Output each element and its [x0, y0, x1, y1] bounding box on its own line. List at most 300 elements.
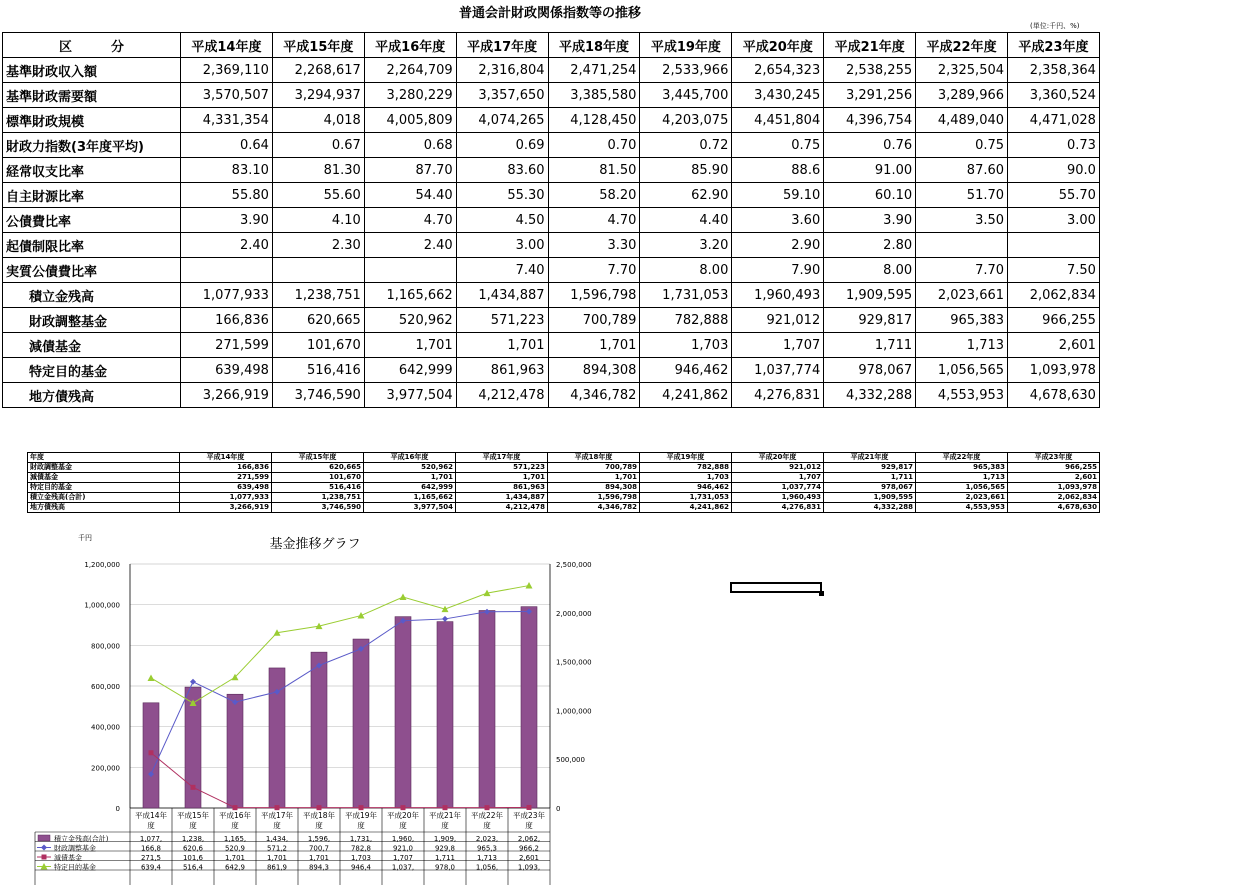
data-point: [317, 805, 322, 810]
table-cell: 3,266,919: [181, 383, 273, 408]
legend-table-value: 2,062,: [517, 835, 541, 843]
table-cell: 3.00: [456, 233, 548, 258]
table-cell: 4,074,265: [456, 108, 548, 133]
table-cell: [364, 258, 456, 283]
table-cell: 58.20: [548, 183, 640, 208]
table-cell: 3,357,650: [456, 83, 548, 108]
y-tick-label: 0: [115, 805, 120, 813]
mini-cell: 4,346,782: [548, 503, 640, 513]
mini-year-header: 平成22年度: [916, 453, 1008, 463]
mini-cell: 1,960,493: [732, 493, 824, 503]
table-cell: 3,294,937: [272, 83, 364, 108]
y-tick-label: 1,000,000: [84, 601, 120, 610]
table-cell: 81.30: [272, 158, 364, 183]
table-row: [3, 258, 1100, 283]
mini-row-label: 地方債残高: [28, 503, 180, 513]
mini-year-header: 平成16年度: [364, 453, 456, 463]
table-cell: 88.6: [732, 158, 824, 183]
table-cell: 4.50: [456, 208, 548, 233]
year-header: 平成16年度: [364, 33, 456, 58]
row-label: 地方債残高: [3, 383, 181, 408]
year-header: 平成22年度: [916, 33, 1008, 58]
x-tick-label: 平成20年度: [386, 811, 420, 830]
legend-table-value: 516,4: [182, 863, 204, 872]
mini-year-header: 平成23年度: [1008, 453, 1100, 463]
legend-table-value: 1,077,: [139, 835, 163, 843]
table-cell: 894,308: [548, 358, 640, 383]
table-cell: [1008, 233, 1100, 258]
table-cell: 2.30: [272, 233, 364, 258]
table-cell: 1,711: [824, 333, 916, 358]
bar: [311, 652, 327, 808]
legend-table-value: 520,9: [224, 844, 246, 853]
legend-table-value: 1,238,: [181, 835, 205, 843]
table-row: [3, 108, 1100, 133]
table-cell: 3.90: [824, 208, 916, 233]
table-cell: 782,888: [640, 308, 732, 333]
bar: [479, 610, 495, 808]
table-cell: 55.60: [272, 183, 364, 208]
table-cell: 1,434,887: [456, 283, 548, 308]
mini-cell: 571,223: [456, 463, 548, 473]
legend-table-value: 642,9: [224, 863, 246, 872]
legend-table-value: 1,703: [350, 854, 372, 862]
table-cell: 2,316,804: [456, 58, 548, 83]
table-cell: 4,212,478: [456, 383, 548, 408]
legend-table-value: 1,037,: [391, 863, 415, 872]
table-cell: 83.10: [181, 158, 273, 183]
mini-cell: 1,713: [916, 473, 1008, 483]
year-header: 平成15年度: [272, 33, 364, 58]
legend-table-value: 571,2: [266, 844, 288, 853]
bar: [143, 703, 159, 808]
y-tick-label: 1,200,000: [84, 561, 120, 569]
table-cell: 0.76: [824, 133, 916, 158]
data-point: [358, 612, 365, 619]
table-cell: 921,012: [732, 308, 824, 333]
row-label: 起債制限比率: [3, 233, 181, 258]
data-point: [149, 750, 154, 755]
series-line: [151, 612, 529, 775]
legend-table-value: 1,701: [308, 854, 330, 862]
table-cell: 4,451,804: [732, 108, 824, 133]
legend-table-value: 1,707: [392, 854, 414, 862]
table-cell: 4,489,040: [916, 108, 1008, 133]
table-cell: 4.40: [640, 208, 732, 233]
data-point: [442, 616, 448, 622]
mini-cell: 101,670: [272, 473, 364, 483]
legend-table-value: 2,023,: [475, 835, 499, 843]
table-row: [3, 333, 1100, 358]
data-point: [485, 805, 490, 810]
table-cell: 81.50: [548, 158, 640, 183]
mini-year-header: 平成20年度: [732, 453, 824, 463]
legend-table-value: 2,601: [518, 854, 540, 862]
legend-table-value: 1,713: [476, 854, 498, 862]
legend-table-value: 639,4: [140, 863, 162, 872]
legend-table-value: 101,6: [182, 854, 204, 862]
table-cell: [181, 258, 273, 283]
y-tick-label: 400,000: [91, 723, 120, 732]
table-row: [3, 308, 1100, 333]
mini-cell: 1,731,053: [640, 493, 732, 503]
legend-table-value: 1,960,: [391, 835, 415, 843]
table-row: [3, 83, 1100, 108]
table-cell: 59.10: [732, 183, 824, 208]
table-cell: 3,289,966: [916, 83, 1008, 108]
table-cell: 0.67: [272, 133, 364, 158]
table-cell: 3,360,524: [1008, 83, 1100, 108]
y-axis-label: 千円: [78, 534, 92, 542]
table-cell: 0.68: [364, 133, 456, 158]
table-cell: 3,445,700: [640, 83, 732, 108]
year-header: 平成19年度: [640, 33, 732, 58]
mini-cell: 639,498: [180, 483, 272, 493]
legend-table-value: 1,909,: [433, 835, 457, 843]
table-cell: [272, 258, 364, 283]
bar: [437, 622, 453, 808]
table-cell: 1,960,493: [732, 283, 824, 308]
mini-cell: 1,701: [364, 473, 456, 483]
mini-cell: 1,037,774: [732, 483, 824, 493]
mini-cell: 782,888: [640, 463, 732, 473]
legend-marker: [41, 845, 47, 851]
table-cell: 87.70: [364, 158, 456, 183]
mini-cell: 2,062,834: [1008, 493, 1100, 503]
table-cell: 54.40: [364, 183, 456, 208]
table-cell: 1,093,978: [1008, 358, 1100, 383]
mini-cell: 978,067: [824, 483, 916, 493]
legend-table-value: 861,9: [266, 863, 288, 872]
table-cell: 2.40: [364, 233, 456, 258]
table-cell: 2,325,504: [916, 58, 1008, 83]
table-cell: 642,999: [364, 358, 456, 383]
table-cell: 2.80: [824, 233, 916, 258]
mini-cell: 921,012: [732, 463, 824, 473]
table-cell: 3,977,504: [364, 383, 456, 408]
x-tick-label: 平成19年度: [344, 811, 378, 830]
table-cell: 966,255: [1008, 308, 1100, 333]
fund-trend-chart: [0, 528, 620, 886]
table-cell: 4,678,630: [1008, 383, 1100, 408]
y-tick-label: 200,000: [91, 764, 120, 773]
table-cell: 3,280,229: [364, 83, 456, 108]
legend-table-value: 1,434,: [265, 835, 289, 843]
data-point: [401, 805, 406, 810]
y-tick-label: 600,000: [91, 683, 120, 691]
data-point: [400, 593, 407, 600]
table-row: [3, 383, 1100, 408]
mini-row: [28, 463, 1100, 473]
mini-cell: 520,962: [364, 463, 456, 473]
mini-row-label: 財政調整基金: [28, 463, 180, 473]
legend-table-value: 1,711: [434, 854, 456, 862]
table-cell: 2,268,617: [272, 58, 364, 83]
mini-cell: 4,212,478: [456, 503, 548, 513]
series-line: [151, 586, 529, 703]
table-cell: 1,701: [548, 333, 640, 358]
mini-cell: 2,601: [1008, 473, 1100, 483]
legend-table-value: 1,596,: [307, 835, 331, 843]
mini-cell: 3,746,590: [272, 503, 364, 513]
mini-cell: 1,909,595: [824, 493, 916, 503]
fund-data-table: [27, 452, 1100, 513]
table-cell: 8.00: [824, 258, 916, 283]
mini-year-header: 平成19年度: [640, 453, 732, 463]
table-cell: 62.90: [640, 183, 732, 208]
table-row: [3, 208, 1100, 233]
year-header: 平成20年度: [732, 33, 824, 58]
table-cell: 7.90: [732, 258, 824, 283]
x-tick-label: 平成23年度: [512, 811, 546, 830]
table-cell: 1,909,595: [824, 283, 916, 308]
table-cell: 700,789: [548, 308, 640, 333]
row-label: 標準財政規模: [3, 108, 181, 133]
table-cell: 7.50: [1008, 258, 1100, 283]
bar: [395, 617, 411, 808]
year-header: 平成17年度: [456, 33, 548, 58]
mini-header-row: [28, 453, 1100, 463]
mini-year-header: 平成18年度: [548, 453, 640, 463]
series-line: [151, 753, 529, 808]
table-cell: 3,385,580: [548, 83, 640, 108]
legend-table-value: 166,8: [140, 844, 162, 853]
row-label: 自主財源比率: [3, 183, 181, 208]
table-cell: 4,241,862: [640, 383, 732, 408]
table-cell: 946,462: [640, 358, 732, 383]
table-cell: 3.50: [916, 208, 1008, 233]
row-label: 減債基金: [3, 333, 181, 358]
table-cell: 3.00: [1008, 208, 1100, 233]
mini-cell: 4,241,862: [640, 503, 732, 513]
mini-cell: 4,553,953: [916, 503, 1008, 513]
table-cell: 1,713: [916, 333, 1008, 358]
table-row: [3, 58, 1100, 83]
legend-label: 特定目的基金: [54, 863, 96, 872]
mini-year-header: 平成14年度: [180, 453, 272, 463]
mini-row-label: 減債基金: [28, 473, 180, 483]
x-tick-label: 平成14年度: [134, 811, 168, 830]
table-cell: 55.80: [181, 183, 273, 208]
year-header: 平成23年度: [1008, 33, 1100, 58]
mini-cell: 271,599: [180, 473, 272, 483]
table-row: [3, 183, 1100, 208]
y2-tick-label: 1,000,000: [556, 707, 592, 716]
table-cell: 4.10: [272, 208, 364, 233]
legend-table-value: 978,0: [434, 863, 456, 872]
y2-tick-label: 0: [556, 805, 561, 813]
legend-table-value: 966,2: [518, 844, 540, 853]
table-cell: 1,596,798: [548, 283, 640, 308]
legend-table-value: 1,731,: [349, 835, 373, 843]
table-cell: 2,358,364: [1008, 58, 1100, 83]
table-cell: 520,962: [364, 308, 456, 333]
legend-table-value: 1,165,: [223, 835, 247, 843]
row-label: 経常収支比率: [3, 158, 181, 183]
table-cell: 51.70: [916, 183, 1008, 208]
table-row: [3, 133, 1100, 158]
row-label: 実質公債費比率: [3, 258, 181, 283]
table-cell: 4.70: [364, 208, 456, 233]
x-tick-label: 平成17年度: [260, 811, 294, 830]
mini-cell: 1,596,798: [548, 493, 640, 503]
mini-cell: 3,266,919: [180, 503, 272, 513]
mini-cell: 516,416: [272, 483, 364, 493]
table-cell: 55.70: [1008, 183, 1100, 208]
header-label: 区 分: [3, 33, 181, 58]
table-cell: 3.60: [732, 208, 824, 233]
mini-cell: 1,701: [456, 473, 548, 483]
table-cell: 1,701: [456, 333, 548, 358]
table-cell: 4,203,075: [640, 108, 732, 133]
table-cell: 2,601: [1008, 333, 1100, 358]
mini-cell: 966,255: [1008, 463, 1100, 473]
row-label: 財政力指数(3年度平均): [3, 133, 181, 158]
table-cell: 2,369,110: [181, 58, 273, 83]
cell-selection-box[interactable]: [730, 582, 822, 593]
table-cell: 7.70: [548, 258, 640, 283]
year-header: 平成18年度: [548, 33, 640, 58]
table-cell: 4,018: [272, 108, 364, 133]
data-point: [191, 785, 196, 790]
table-cell: 55.30: [456, 183, 548, 208]
data-point: [527, 805, 532, 810]
legend-marker: [42, 855, 47, 860]
table-cell: 4,005,809: [364, 108, 456, 133]
x-tick-label: 平成18年度: [302, 811, 336, 830]
table-cell: 2,471,254: [548, 58, 640, 83]
table-cell: 639,498: [181, 358, 273, 383]
table-cell: 4,276,831: [732, 383, 824, 408]
table-cell: 571,223: [456, 308, 548, 333]
table-cell: 3.20: [640, 233, 732, 258]
table-cell: 2,264,709: [364, 58, 456, 83]
table-cell: 0.72: [640, 133, 732, 158]
legend-table-value: 782,8: [350, 844, 372, 853]
mini-cell: 4,678,630: [1008, 503, 1100, 513]
mini-cell: 620,665: [272, 463, 364, 473]
table-cell: 4,471,028: [1008, 108, 1100, 133]
data-point: [526, 582, 533, 589]
legend-table-value: 929,8: [434, 844, 456, 853]
table-cell: 978,067: [824, 358, 916, 383]
mini-row: [28, 503, 1100, 513]
row-label: 積立金残高: [3, 283, 181, 308]
legend-label: 減債基金: [54, 854, 82, 862]
mini-cell: 965,383: [916, 463, 1008, 473]
legend-table-value: 700,7: [308, 844, 330, 853]
mini-year-header: 平成17年度: [456, 453, 548, 463]
legend-table-value: 1,056,: [475, 863, 499, 872]
mini-cell: 861,963: [456, 483, 548, 493]
table-cell: 1,165,662: [364, 283, 456, 308]
table-cell: 1,731,053: [640, 283, 732, 308]
y-tick-label: 800,000: [91, 642, 120, 651]
table-cell: 87.60: [916, 158, 1008, 183]
mini-row-label: 積立金残高(合計): [28, 493, 180, 503]
unit-note: (単位:千円、%): [1030, 22, 1080, 30]
legend-table-value: 620,6: [182, 844, 204, 853]
table-cell: 90.0: [1008, 158, 1100, 183]
mini-row: [28, 493, 1100, 503]
table-cell: 4,553,953: [916, 383, 1008, 408]
table-header-row: [3, 33, 1100, 58]
table-cell: 929,817: [824, 308, 916, 333]
mini-cell: 1,711: [824, 473, 916, 483]
table-cell: 1,056,565: [916, 358, 1008, 383]
table-cell: 3,430,245: [732, 83, 824, 108]
legend-key: [38, 835, 50, 841]
mini-cell: 3,977,504: [364, 503, 456, 513]
y2-tick-label: 2,500,000: [556, 561, 592, 569]
x-tick-label: 平成22年度: [470, 811, 504, 830]
mini-row: [28, 473, 1100, 483]
legend-table-value: 921,0: [392, 844, 414, 853]
table-cell: 85.90: [640, 158, 732, 183]
table-cell: 101,670: [272, 333, 364, 358]
year-header: 平成21年度: [824, 33, 916, 58]
mini-cell: 1,703: [640, 473, 732, 483]
mini-row-label: 特定目的基金: [28, 483, 180, 493]
table-cell: 2,533,966: [640, 58, 732, 83]
legend-label: 積立金残高(合計): [54, 835, 109, 843]
fill-handle[interactable]: [819, 591, 824, 596]
mini-cell: 1,077,933: [180, 493, 272, 503]
mini-row: [28, 483, 1100, 493]
table-cell: 4,346,782: [548, 383, 640, 408]
page-title: 普通会計財政関係指数等の推移: [458, 6, 641, 21]
table-cell: 4.70: [548, 208, 640, 233]
legend-table-value: 946,4: [350, 863, 372, 872]
table-cell: 2,023,661: [916, 283, 1008, 308]
table-cell: 1,701: [364, 333, 456, 358]
table-row: [3, 358, 1100, 383]
mini-cell: 700,789: [548, 463, 640, 473]
table-cell: 7.40: [456, 258, 548, 283]
mini-cell: 1,165,662: [364, 493, 456, 503]
y2-tick-label: 1,500,000: [556, 658, 592, 667]
table-cell: 620,665: [272, 308, 364, 333]
table-cell: 4,396,754: [824, 108, 916, 133]
table-cell: 3.30: [548, 233, 640, 258]
mini-cell: 946,462: [640, 483, 732, 493]
legend-table-value: 965,3: [476, 844, 498, 853]
mini-year-header: 平成21年度: [824, 453, 916, 463]
mini-cell: 642,999: [364, 483, 456, 493]
row-label: 財政調整基金: [3, 308, 181, 333]
chart-title: 基金推移グラフ: [269, 537, 361, 552]
bar: [227, 694, 243, 808]
table-cell: 83.60: [456, 158, 548, 183]
mini-cell: 4,276,831: [732, 503, 824, 513]
bar: [521, 607, 537, 808]
legend-table-value: 1,701: [224, 854, 246, 862]
table-cell: 516,416: [272, 358, 364, 383]
y2-tick-label: 500,000: [556, 756, 585, 765]
year-header: 平成14年度: [181, 33, 273, 58]
table-cell: 0.75: [916, 133, 1008, 158]
table-cell: 861,963: [456, 358, 548, 383]
table-cell: 0.73: [1008, 133, 1100, 158]
table-cell: 2.90: [732, 233, 824, 258]
mini-year-header: 平成15年度: [272, 453, 364, 463]
mini-cell: 1,238,751: [272, 493, 364, 503]
mini-cell: 1,434,887: [456, 493, 548, 503]
table-cell: 166,836: [181, 308, 273, 333]
data-point: [275, 805, 280, 810]
mini-cell: 4,332,288: [824, 503, 916, 513]
legend-table-value: 894,3: [308, 863, 330, 872]
